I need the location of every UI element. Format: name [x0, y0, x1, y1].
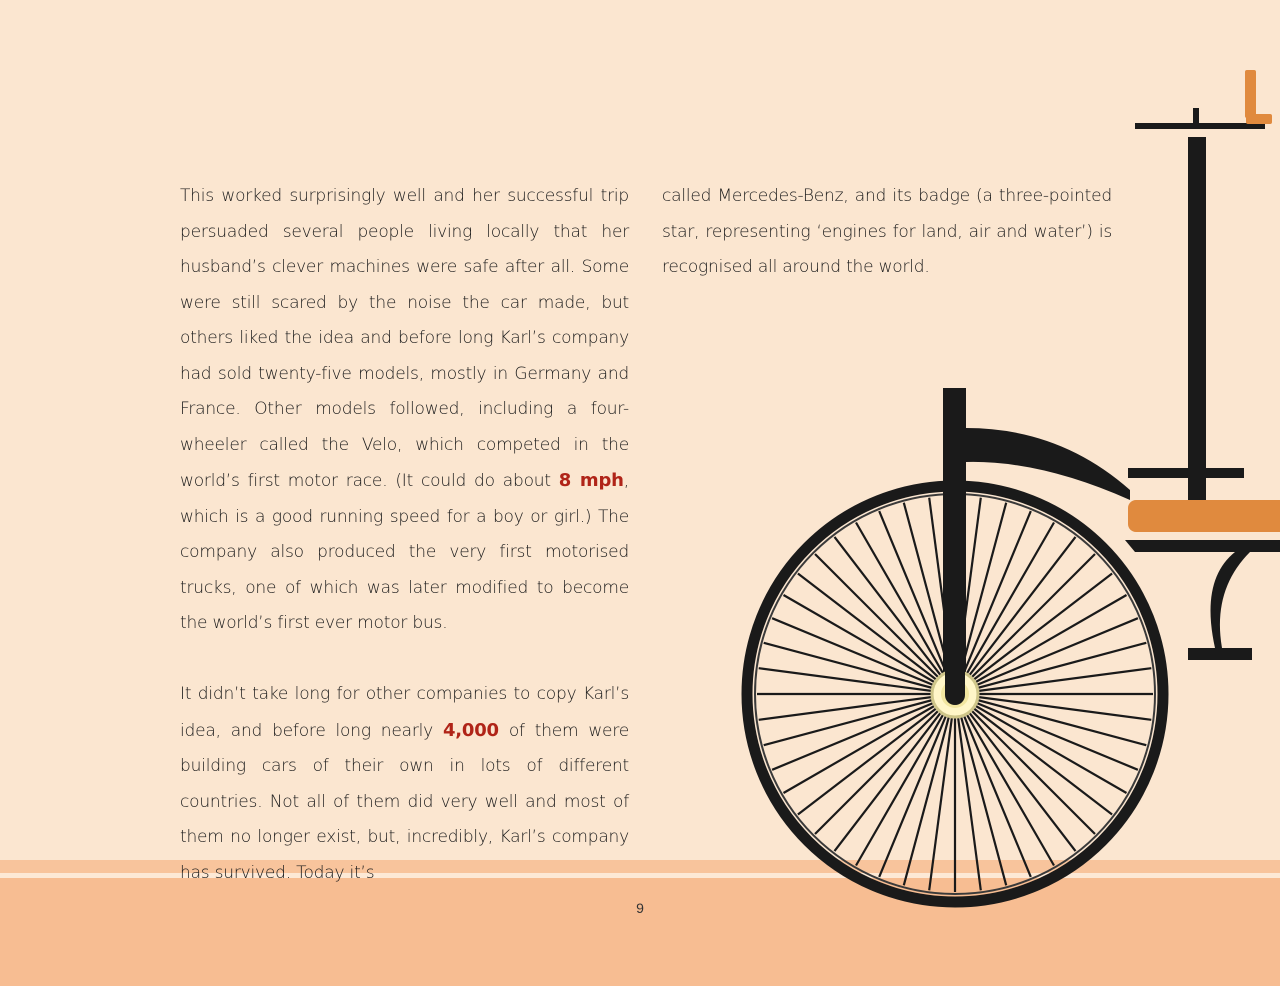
wheel-spoke [764, 694, 955, 745]
wheel-spoke [955, 643, 1146, 694]
wheel-spoke [815, 694, 955, 834]
wheel-spoke [955, 595, 1127, 694]
wheel-spoke [955, 694, 1095, 834]
text-run: , which is a good running speed for a boy or girl.) The company also produced the very first motorised trucks, one of which was later modified to become the world’s first ever motor bus. [180, 471, 629, 633]
wheel-spoke [815, 554, 955, 694]
page-number: 9 [636, 900, 644, 916]
text-run: It didn’t take long for other companies to copy Karl’s idea, and before long nearly [180, 684, 629, 741]
right-column [662, 179, 1112, 286]
highlight-number: 4,000 [442, 719, 499, 741]
wheel-spoke [955, 523, 1054, 695]
paragraph [180, 179, 629, 642]
wheel-spoke [955, 694, 1054, 866]
wheel-spoke [955, 694, 1006, 885]
wheel-spoke [955, 694, 1127, 793]
highlight-speed: 8 mph [558, 470, 624, 491]
wheel-spoke [904, 694, 955, 885]
handle-icon [1245, 70, 1256, 118]
wheel-spoke [856, 694, 955, 866]
wheel-spoke [784, 694, 956, 793]
wheel-spoke [764, 643, 955, 694]
text-run: This worked surprisingly well and her successful trip persuaded several people living locally that her husband’s clever machines were safe after all. Some were still scared by the noise the car made, but others liked the idea and before long Karl’s company had sold twenty-five models, mostly in Germany and France. Other models followed, including a four-wheeler called the Velo, which competed in the world’s first motor race. (It could do about [180, 186, 629, 491]
left-column [180, 179, 629, 891]
steering-column [1135, 70, 1272, 522]
wheel-spoke [955, 694, 1146, 745]
paragraph: called Mercedes-Benz, and its badge (a three-pointed star, representing ‘engines for land, air and water’) is recognised all around the world. [662, 186, 1112, 277]
wheel-spoke [955, 554, 1095, 694]
wheel [747, 388, 1163, 902]
seat [1128, 500, 1280, 532]
text-run: of them were building cars of their own in lots of different countries. Not all of them did very well and most of them no longer exist, but, incredibly, Karl’s company has survived. Today it’s [180, 720, 629, 883]
paragraph [180, 677, 629, 891]
wheel-spoke [784, 595, 956, 694]
wheel-spoke [856, 523, 955, 695]
